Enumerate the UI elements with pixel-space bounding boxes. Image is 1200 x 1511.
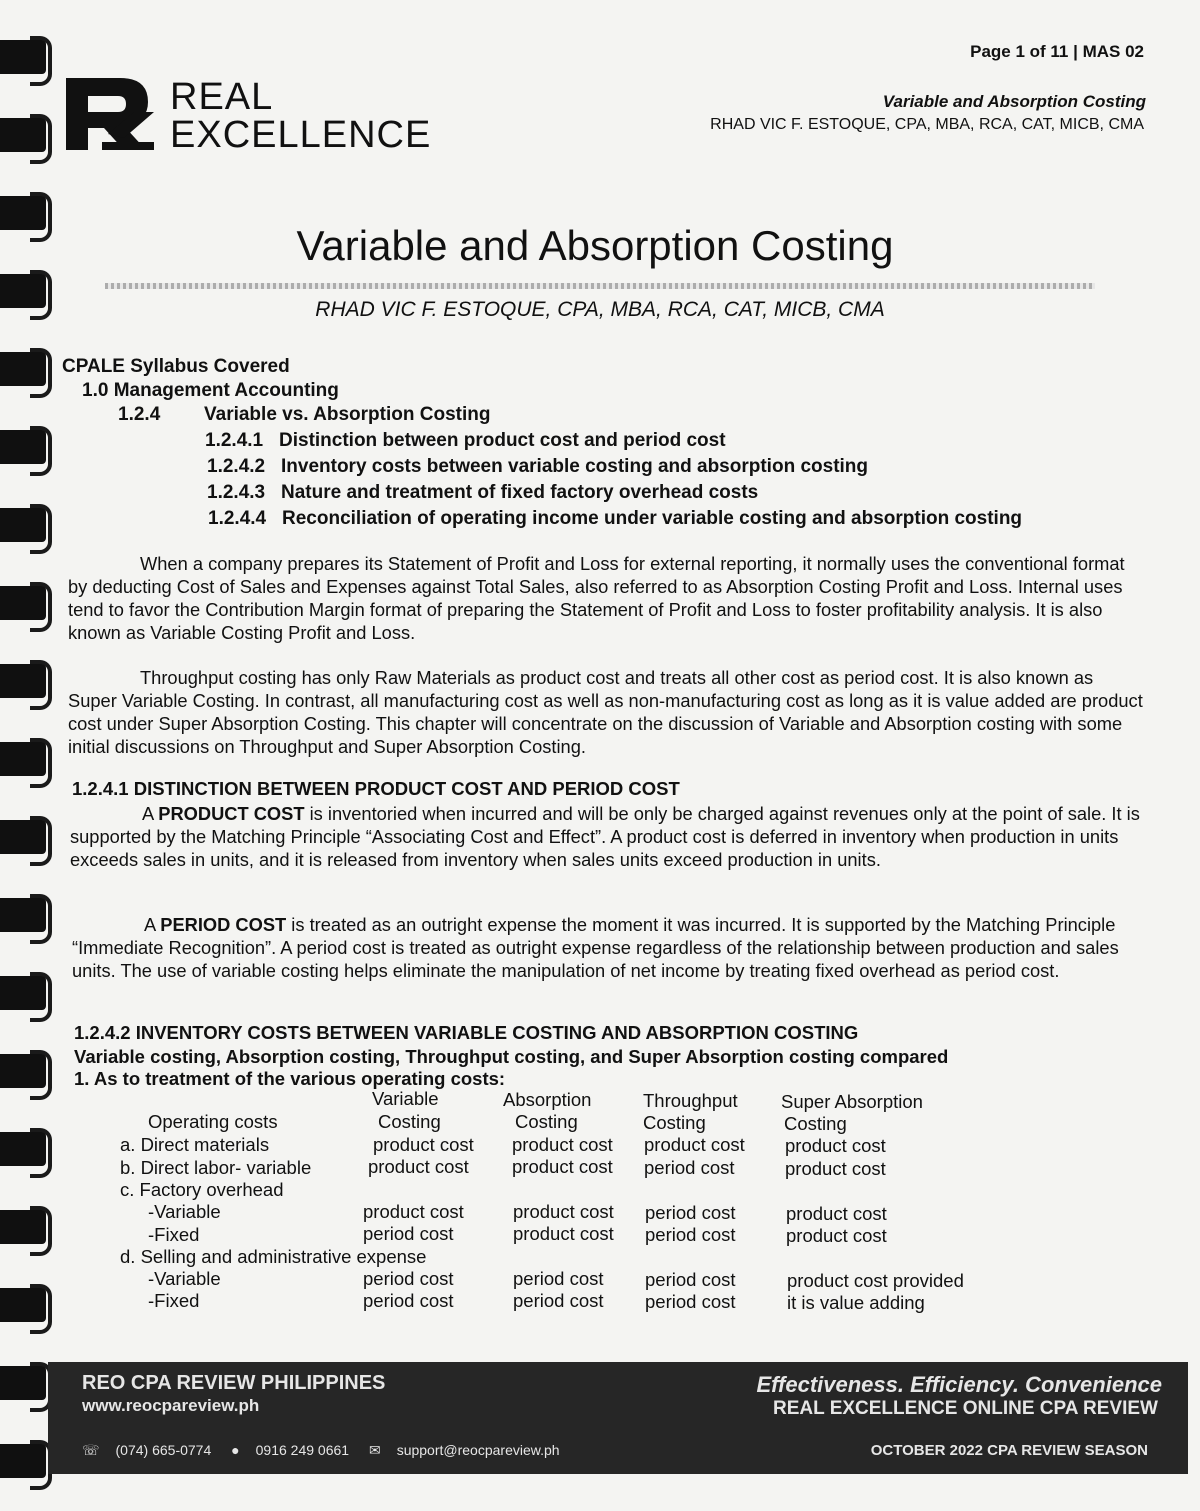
product-cost-term: PRODUCT COST bbox=[158, 803, 305, 824]
row-label: -Fixed bbox=[148, 1224, 200, 1245]
row-header: Operating costs bbox=[148, 1111, 278, 1132]
table-cell: period cost bbox=[645, 1269, 736, 1290]
table-cell: product cost bbox=[512, 1134, 613, 1155]
period-cost-term: PERIOD COST bbox=[160, 914, 287, 935]
row-label: -Variable bbox=[148, 1268, 221, 1289]
syllabus-item-label: Inventory costs between variable costing and absorption costing bbox=[281, 456, 869, 477]
row-label: a. Direct materials bbox=[120, 1134, 270, 1155]
table-cell: product cost bbox=[786, 1203, 887, 1224]
syllabus-item-label: Nature and treatment of fixed factory overhead costs bbox=[281, 482, 759, 503]
col-header-variable: Variable bbox=[372, 1088, 439, 1109]
col-header-throughput: Throughput bbox=[643, 1090, 738, 1111]
author-byline: RHAD VIC F. ESTOQUE, CPA, MBA, RCA, CAT, MICB, CMA bbox=[315, 298, 885, 321]
footer-online-review: REAL EXCELLENCE ONLINE CPA REVIEW bbox=[773, 1398, 1158, 1419]
footer-banner bbox=[48, 1362, 1188, 1474]
email-icon: ✉ bbox=[368, 1442, 381, 1458]
table-cell: product cost bbox=[373, 1134, 474, 1155]
brand-line-2: EXCELLENCE bbox=[170, 114, 432, 156]
syllabus-item-num: 1.2.4.3 bbox=[207, 482, 266, 503]
intro-paragraph bbox=[68, 552, 1146, 644]
table-cell: product cost bbox=[513, 1201, 614, 1222]
table-cell: period cost bbox=[513, 1290, 604, 1311]
product-cost-paragraph bbox=[70, 802, 1148, 871]
header-topic: Variable and Absorption Costing bbox=[882, 92, 1146, 111]
phone-icon: ☏ bbox=[82, 1442, 100, 1458]
product-cost-pre: A bbox=[142, 803, 159, 824]
table-cell: product cost bbox=[512, 1156, 613, 1177]
mobile-icon: ● bbox=[231, 1442, 240, 1458]
table-cell: product cost bbox=[785, 1158, 886, 1179]
syllabus-level2 bbox=[118, 404, 490, 426]
brand-name bbox=[170, 78, 431, 154]
table-cell: product cost bbox=[513, 1223, 614, 1244]
footer-phone-1: (074) 665-0774 bbox=[115, 1442, 212, 1458]
syllabus-heading: CPALE Syllabus Covered bbox=[62, 356, 290, 377]
period-cost-pre: A bbox=[144, 914, 161, 935]
syllabus-item-num: 1.2.4.4 bbox=[208, 508, 267, 529]
section-heading: 1.2.4.2 INVENTORY COSTS BETWEEN VARIABLE COSTING AND ABSORPTION COSTING bbox=[74, 1022, 859, 1043]
footer-tagline: Effectiveness. Efficiency. Convenience bbox=[756, 1372, 1162, 1397]
comparison-item-heading: 1. As to treatment of the various operating costs: bbox=[74, 1068, 506, 1089]
header-author: RHAD VIC F. ESTOQUE, CPA, MBA, RCA, CAT, MICB, CMA bbox=[710, 116, 1144, 133]
title-divider bbox=[105, 283, 1095, 289]
footer-season: OCTOBER 2022 CPA REVIEW SEASON bbox=[870, 1442, 1148, 1459]
syllabus-item-label: Reconciliation of operating income under variable costing and absorption costing bbox=[282, 508, 1023, 529]
row-label: d. Selling and administrative expense bbox=[120, 1246, 427, 1267]
page-title: Variable and Absorption Costing bbox=[296, 222, 894, 269]
syllabus-item bbox=[207, 456, 868, 478]
intro-paragraph-text: Throughput costing has only Raw Materials as product cost and treats all other cost as period cost. It is also known as Super Variable Costing. In contrast, all manufacturing cost as well as non-manufacturing cost as long as it is value added are product cost under Super Absorption Costing. This chapter will concentrate on the discussion of Variable and Absorption costing with some initial discussions on Throughput and Super Absorption Costing. bbox=[68, 667, 1143, 757]
table-cell: period cost bbox=[363, 1223, 454, 1244]
footer-org: REO CPA REVIEW PHILIPPINES bbox=[82, 1372, 386, 1394]
table-cell: product cost bbox=[363, 1201, 464, 1222]
table-cell: period cost bbox=[644, 1157, 735, 1178]
row-label: -Variable bbox=[148, 1201, 221, 1222]
syllabus-item-num: 1.2.4.2 bbox=[207, 456, 266, 477]
product-cost-text: is inventoried when incurred and will be only be charged against revenues only at the point of sale. It is supported by the Matching Principle “Associating Cost and Effect”. A product cost is deferred in inventory when production in units exceeds sales in units, and it is released from inventory when sales units exceed production in units. bbox=[70, 803, 1140, 870]
period-cost-text: is treated as an outright expense the moment it was incurred. It is supported by the Matching Principle “Immediate Recognition”. A period cost is treated as outright expense regardless of the relationship between production and sales units. The use of variable costing helps eliminate the manipulation of net income by treating fixed overhead as period cost. bbox=[72, 914, 1119, 981]
syllabus-level2-label: Variable vs. Absorption Costing bbox=[204, 404, 491, 425]
syllabus-level2-num: 1.2.4 bbox=[118, 404, 161, 425]
col-subheader: Costing bbox=[784, 1113, 847, 1134]
table-cell: period cost bbox=[645, 1291, 736, 1312]
table-cell: period cost bbox=[645, 1202, 736, 1223]
col-subheader: Costing bbox=[378, 1111, 441, 1132]
table-cell: product cost provided bbox=[787, 1270, 964, 1291]
syllabus-item bbox=[205, 430, 726, 452]
table-cell: period cost bbox=[513, 1268, 604, 1289]
page-info: Page 1 of 11 | MAS 02 bbox=[970, 42, 1144, 61]
row-label: -Fixed bbox=[148, 1290, 200, 1311]
table-cell: it is value adding bbox=[787, 1292, 925, 1313]
col-subheader: Costing bbox=[515, 1111, 578, 1132]
footer-website: www.reocpareview.ph bbox=[82, 1396, 260, 1415]
intro-paragraph-text: When a company prepares its Statement of Profit and Loss for external reporting, it normally uses the conventional format by deducting Cost of Sales and Expenses against Total Sales, also referred to as Absorption Costing Profit and Loss. Internal uses tend to favor the Contribution Margin format of preparing the Statement of Profit and Loss to foster profitability analysis. It is also known as Variable Costing Profit and Loss. bbox=[68, 553, 1125, 643]
syllabus-item bbox=[207, 482, 758, 504]
footer-email: support@reocpareview.ph bbox=[396, 1442, 560, 1458]
table-cell: period cost bbox=[363, 1268, 454, 1289]
table-cell: product cost bbox=[785, 1135, 886, 1156]
row-label: c. Factory overhead bbox=[120, 1179, 284, 1200]
section-heading: 1.2.4.1 DISTINCTION BETWEEN PRODUCT COST AND PERIOD COST bbox=[72, 778, 680, 799]
syllabus-item-num: 1.2.4.1 bbox=[205, 430, 264, 451]
syllabus-item bbox=[208, 508, 1022, 530]
syllabus-level1: 1.0 Management Accounting bbox=[82, 380, 339, 401]
table-cell: period cost bbox=[363, 1290, 454, 1311]
intro-paragraph bbox=[68, 666, 1146, 758]
footer-phone-2: 0916 249 0661 bbox=[255, 1442, 350, 1458]
period-cost-paragraph bbox=[72, 913, 1150, 982]
section-subheading: Variable costing, Absorption costing, Throughput costing, and Super Absorption costing compared bbox=[74, 1046, 949, 1067]
table-cell: product cost bbox=[368, 1156, 469, 1177]
table-cell: product cost bbox=[644, 1134, 745, 1155]
syllabus-item-label: Distinction between product cost and period cost bbox=[279, 430, 726, 451]
footer-contacts bbox=[82, 1442, 576, 1459]
real-excellence-logo-icon bbox=[62, 72, 157, 154]
col-subheader: Costing bbox=[643, 1112, 706, 1133]
brand-line-1: REAL bbox=[170, 76, 274, 118]
table-cell: period cost bbox=[645, 1224, 736, 1245]
col-header-absorption: Absorption bbox=[503, 1089, 592, 1110]
row-label: b. Direct labor- variable bbox=[120, 1157, 312, 1178]
col-header-super-absorption: Super Absorption bbox=[781, 1091, 923, 1112]
table-cell: product cost bbox=[786, 1225, 887, 1246]
